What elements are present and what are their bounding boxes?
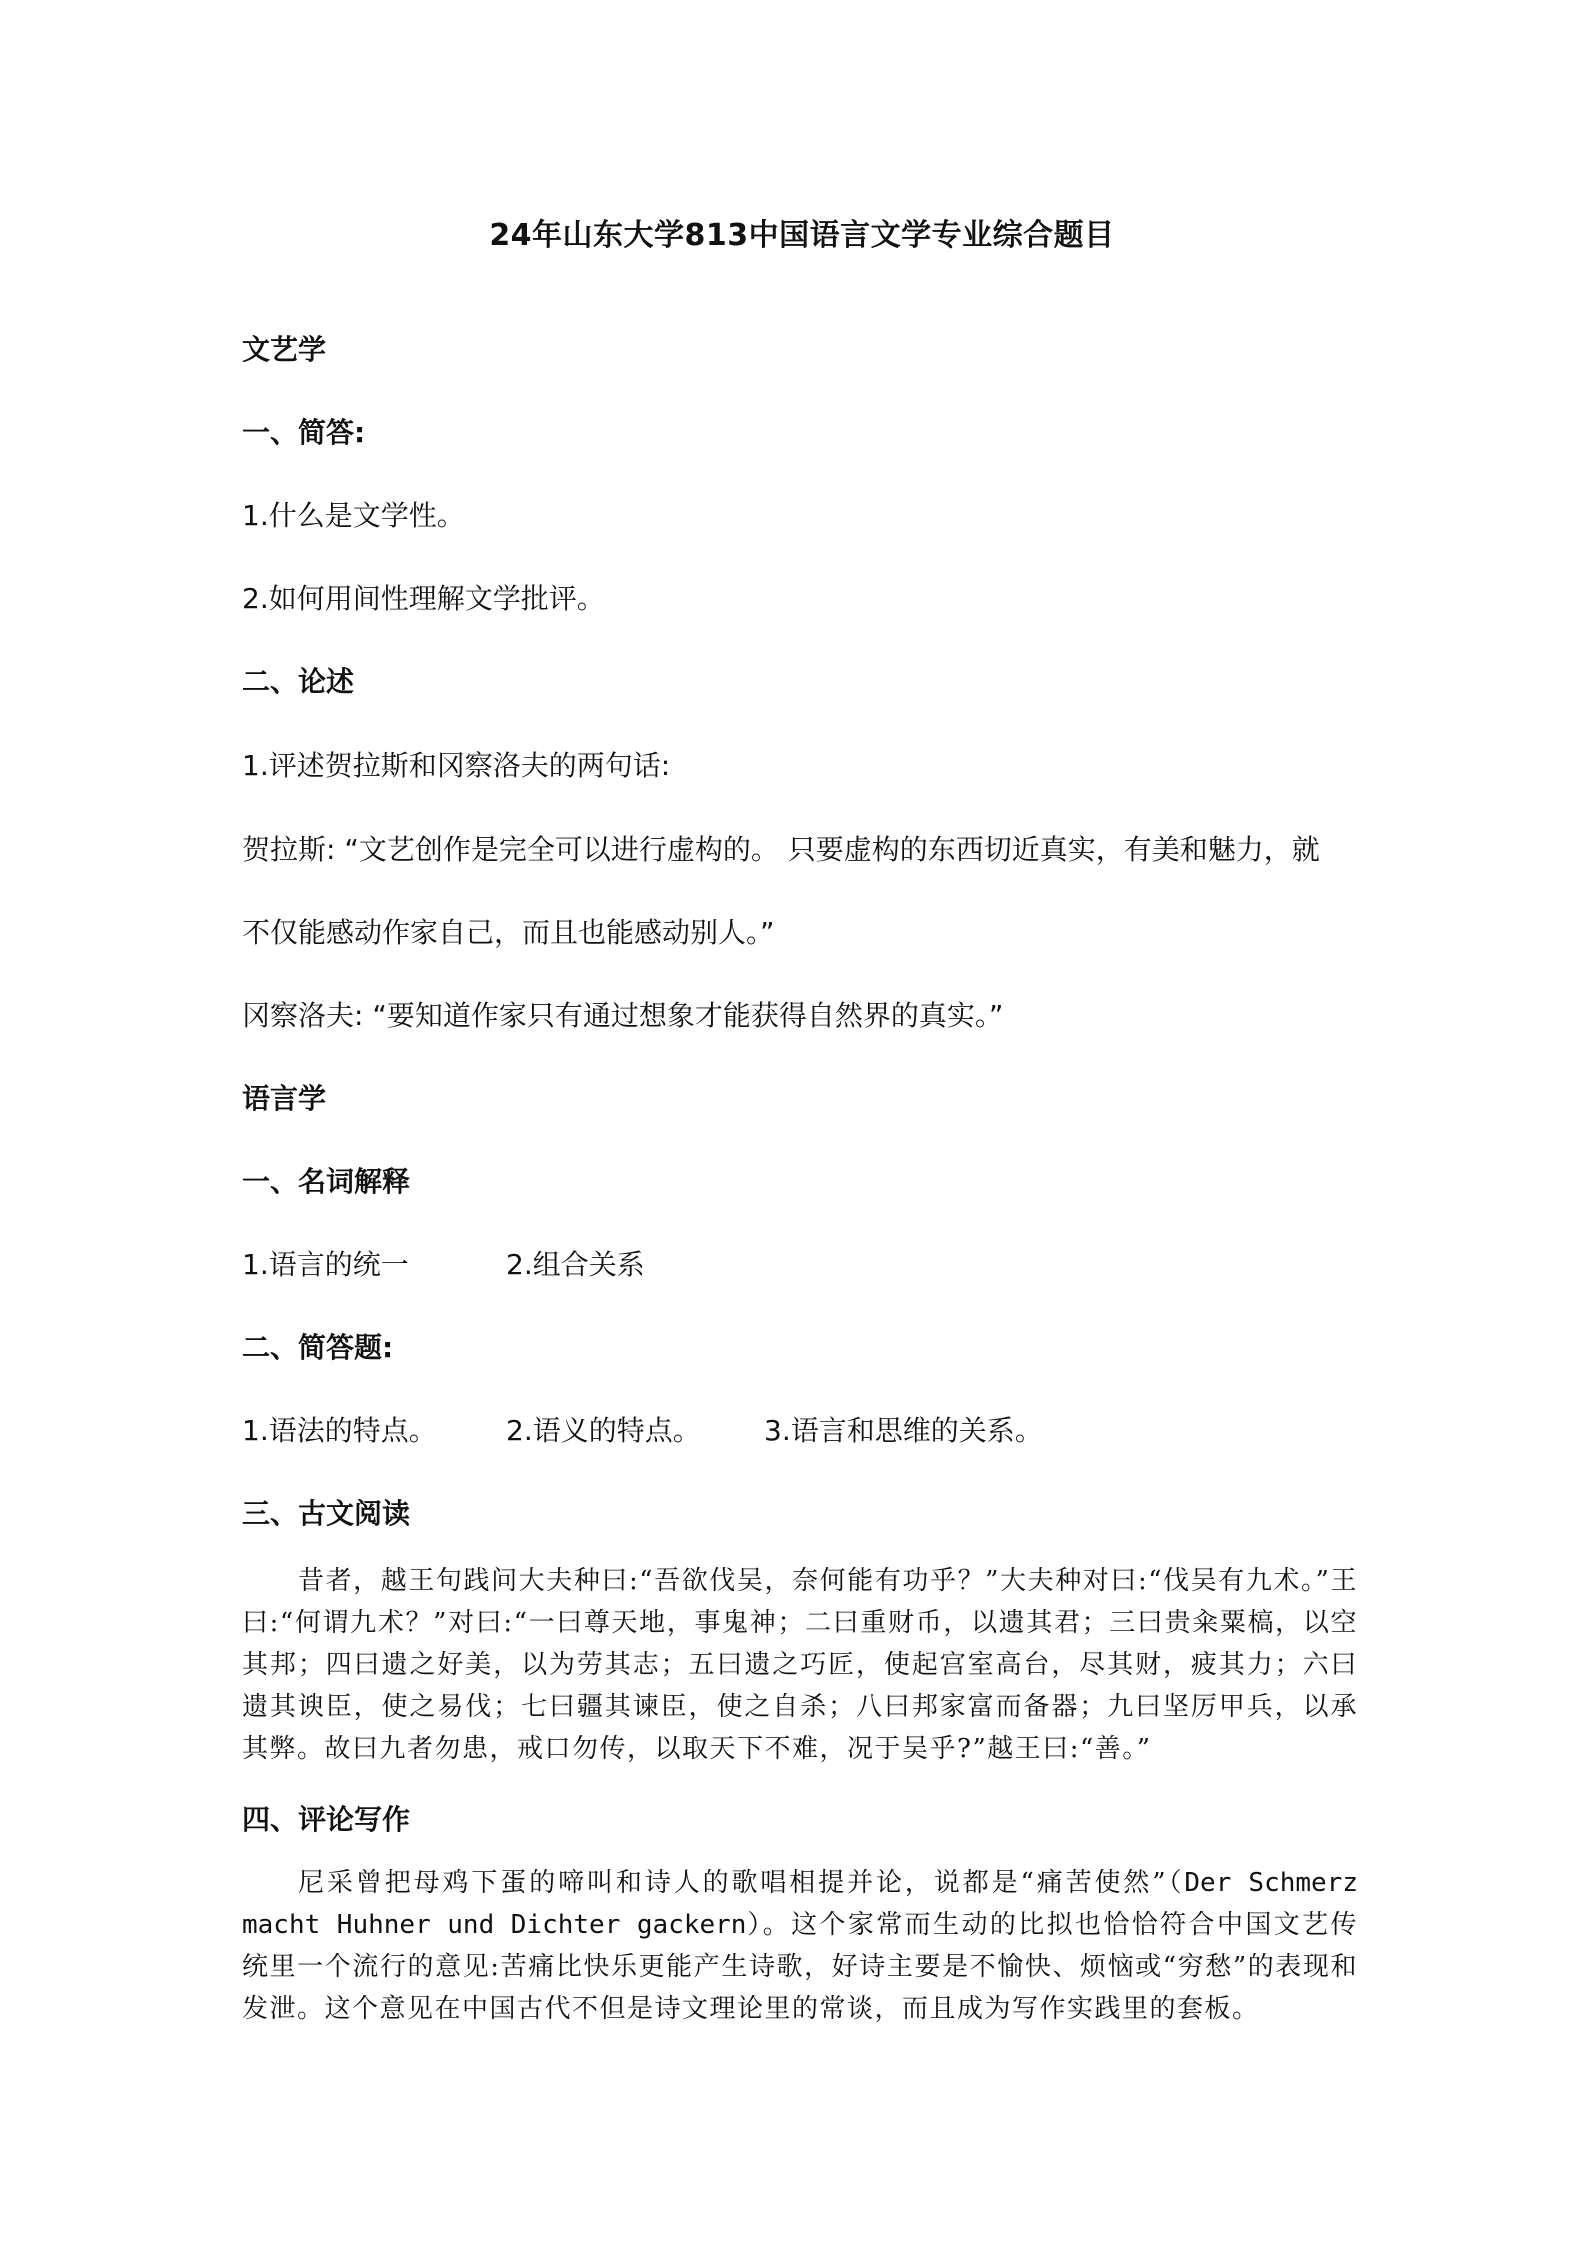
goncharov-quote: 冈察洛夫: “要知道作家只有通过想象才能获得自然界的真实。” (242, 999, 1004, 1032)
linguistics-q2-item-1: 1.语法的特点。 (242, 1414, 437, 1447)
document-page (242, 0, 1362, 2245)
horace-quote-line-1: 贺拉斯: “文艺创作是完全可以进行虚构的。 只要虚构的东西切近真实，有美和魅力，就 (242, 833, 1320, 866)
linguistics-q1-item-1: 1.语言的统一 (242, 1248, 409, 1281)
horace-quote-line-2: 不仅能感动作家自己，而且也能感动别人。” (242, 916, 775, 949)
literature-q2-prompt: 1.评述贺拉斯和冈察洛夫的两句话: (242, 749, 671, 782)
literature-q1-item-2: 2.如何用间性理解文学批评。 (242, 582, 605, 615)
literature-q2-heading: 二、论述 (242, 665, 355, 698)
essay-latin-quote: Der Schmerz macht Huhner und Dichter gackern (242, 1868, 1358, 1940)
linguistics-q2-heading: 二、简答题: (242, 1331, 394, 1364)
page-title: 24年山东大学813中国语言文学专业综合题目 (489, 218, 1115, 253)
linguistics-q1-item-2: 2.组合关系 (506, 1248, 645, 1281)
essay-text-part-1: 尼采曾把母鸡下蛋的啼叫和诗人的歌唱相提并论，说都是“痛苦使然”（ (298, 1868, 1185, 1898)
linguistics-q2-item-3: 3.语言和思维的关系。 (764, 1414, 1043, 1447)
classical-text-passage: 昔者，越王句践问大夫种曰:“吾欲伐吴，奈何能有功乎？”大夫种对曰:“伐吴有九术。”王曰:“何谓九术？”对曰:“一曰尊天地，事鬼神；二曰重财币，以遗其君；三曰贵籴粟槁，以空其邦；四曰遗之好美，以为劳其志；五曰遗之巧匠，使起宫室高台，尽其财，疲其力；六曰遗其谀臣，使之易伐；七曰疆其谏臣，使之自杀；八曰邦家富而备器；九曰坚厉甲兵，以承其弊。故曰九者勿患，戒口勿传，以取天下不难，况于吴乎?”越王曰:“善。” (242, 1566, 1358, 1764)
linguistics-q2-items-row (242, 1411, 1362, 1451)
linguistics-q3-heading: 三、古文阅读 (242, 1497, 411, 1530)
linguistics-q1-heading: 一、名词解释 (242, 1165, 411, 1198)
literature-q1-item-1: 1.什么是文学性。 (242, 499, 465, 532)
linguistics-q4-heading: 四、评论写作 (242, 1803, 411, 1836)
essay-prompt-passage (242, 1862, 1358, 2030)
linguistics-q2-item-2: 2.语义的特点。 (506, 1414, 701, 1447)
essay-text-part-2: ）。这个家常而生动的比拟也恰恰符合中国文艺传统里一个流行的意见:苦痛比快乐更能产生诗歌，好诗主要是不愉快、烦恼或“穷愁”的表现和发泄。这个意见在中国古代不但是诗文理论里的常谈，而且成为写作实践里的套板。 (242, 1910, 1358, 2024)
section-heading-literature: 文艺学 (242, 333, 327, 366)
section-heading-linguistics: 语言学 (242, 1082, 327, 1115)
linguistics-q1-items-row (242, 1245, 1362, 1285)
literature-q1-heading: 一、简答: (242, 416, 366, 449)
